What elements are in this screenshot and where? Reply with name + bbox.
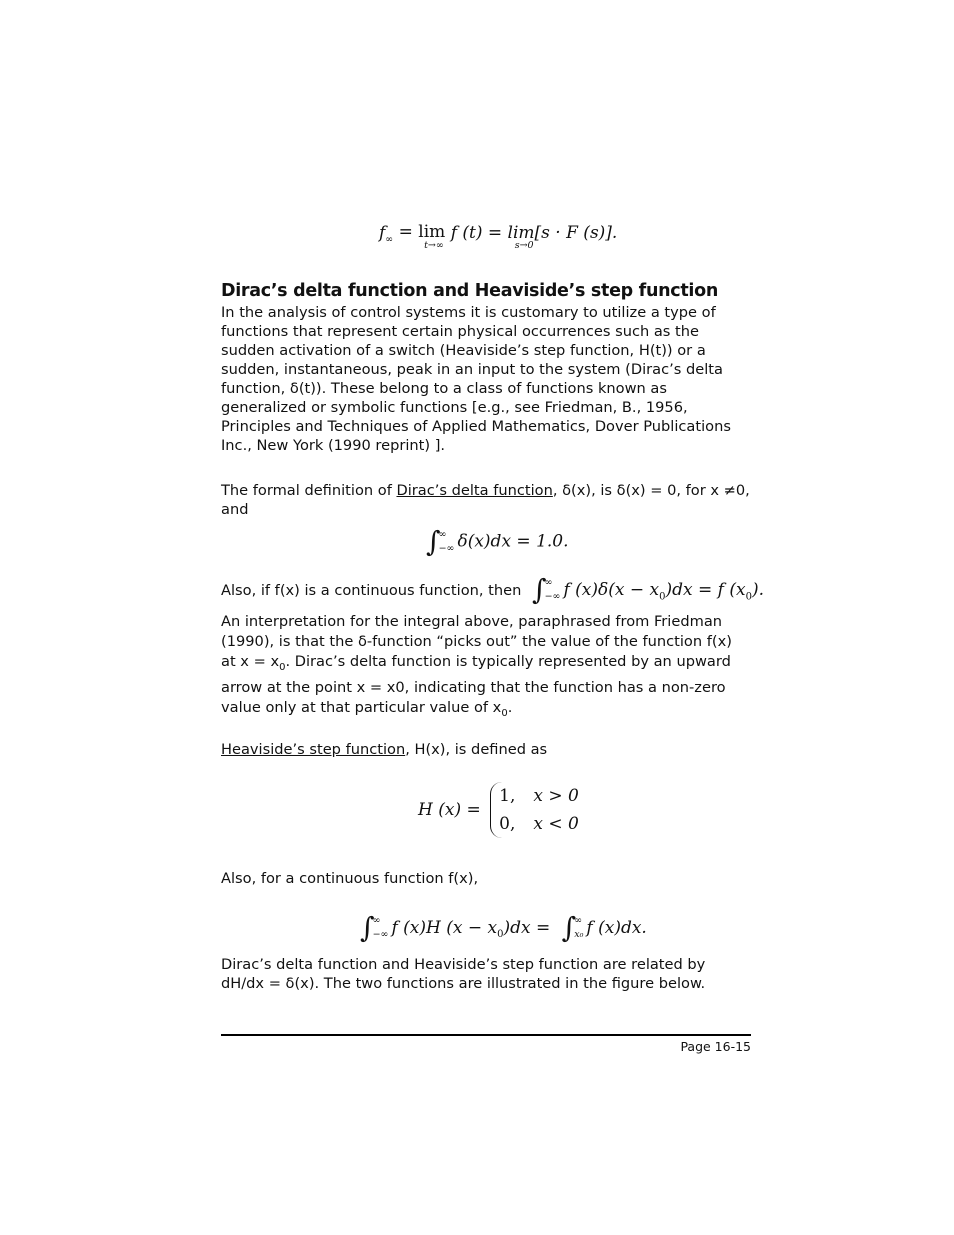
relation-paragraph: Dirac’s delta function and Heaviside’s step function are related by dH/dx = δ(x). The two functions are illustrated in the figure below. bbox=[221, 956, 706, 992]
case-1 bbox=[499, 782, 579, 810]
para4-a: An interpretation for the integral above, paraphrased from Friedman (1990), is that the δ-function “picks out” the value of the function f(x) at x = x bbox=[221, 613, 732, 670]
sifting-eq-a: f (x)δ(x − x bbox=[563, 579, 660, 600]
upper-bound-4: ∞ bbox=[574, 915, 583, 926]
case-2 bbox=[499, 810, 579, 838]
lim-1-text: = lim bbox=[398, 222, 446, 242]
upper-bound-2: ∞ bbox=[544, 577, 553, 588]
sifting-sub-1: 0 bbox=[659, 590, 666, 602]
case-1-condition: x > 0 bbox=[533, 786, 579, 806]
lower-bound-4: x₀ bbox=[574, 929, 584, 940]
heaviside-lhs: H (x) = bbox=[418, 800, 481, 820]
intro-paragraph: In the analysis of control systems it is customary to utilize a type of functions that represent certain physical occurrences such as the sudden activation of a switch (Heaviside’s step function, H(t)) or a sudden, instantaneous, peak in an input to the system (Dirac’s delta function, δ(t)). These belong to a class of functions known as generalized or symbolic functions [e.g., see Friedman, B., 1956, Principles and Techniques of Applied Mathematics, Dover Publications Inc., New York (1990 reprint) ]. bbox=[221, 304, 731, 454]
lower-bound: −∞ bbox=[438, 543, 455, 554]
integral-bounds bbox=[439, 528, 455, 556]
limit-1 bbox=[399, 223, 446, 250]
integral-sign-3: ∫ bbox=[360, 911, 375, 944]
delta-definition-paragraph bbox=[221, 481, 751, 519]
sifting-eq-b: )dx = f (x bbox=[665, 579, 746, 600]
eq-lhs: f bbox=[379, 223, 386, 243]
heaviside-int-body-c: f (x)dx. bbox=[586, 918, 647, 938]
heaviside-term: Heaviside’s step function bbox=[221, 741, 406, 758]
integral-bounds-2 bbox=[545, 576, 561, 604]
final-value-equation bbox=[379, 223, 617, 250]
para2-after: , δ(x), is δ(x) = 0, for x ≠0, and bbox=[221, 482, 750, 518]
integral-sign: ∫ bbox=[426, 525, 441, 558]
integral-sign-4: ∫ bbox=[561, 911, 577, 944]
heaviside-int-sub: 0 bbox=[497, 928, 504, 940]
sifting-equation bbox=[532, 573, 764, 606]
lower-bound-3: −∞ bbox=[372, 929, 389, 940]
heaviside-int-body-b: )dx = bbox=[503, 918, 551, 938]
section-heading: Dirac’s delta function and Heaviside’s step function bbox=[221, 281, 719, 301]
upper-bound-3: ∞ bbox=[372, 915, 381, 926]
case-1-value: 1, bbox=[499, 786, 516, 806]
para4-a-sub: 0 bbox=[279, 661, 286, 673]
delta-integral-body: δ(x)dx = 1.0. bbox=[457, 531, 569, 552]
interpretation-paragraph bbox=[221, 612, 751, 724]
heaviside-integral-equation bbox=[360, 911, 647, 944]
heaviside-int-body-a: f (x)H (x − x bbox=[391, 918, 498, 938]
para4-b: . Dirac’s delta function is typically represented by an upward arrow at the point x = x0, indicating that the function has a non-zero value only at that particular value of x bbox=[221, 653, 731, 716]
page-number: Page 16-15 bbox=[680, 1039, 751, 1054]
continuous-function-paragraph: Also, for a continuous function f(x), bbox=[221, 870, 479, 887]
heaviside-piecewise-equation bbox=[418, 782, 579, 838]
para3-text: Also, if f(x) is a continuous function, then bbox=[221, 582, 522, 599]
heaviside-definition-paragraph bbox=[221, 740, 751, 759]
lower-bound-2: −∞ bbox=[544, 591, 561, 602]
para4-c: . bbox=[507, 698, 513, 716]
footer-rule bbox=[221, 1034, 751, 1036]
eq-lhs-sub: ∞ bbox=[385, 234, 394, 245]
para2-before: The formal definition of bbox=[221, 482, 397, 499]
integral-bounds-3 bbox=[373, 914, 389, 942]
eq-mid: f (t) = lim[ bbox=[450, 223, 542, 243]
para5-after: , H(x), is defined as bbox=[405, 741, 548, 758]
lim-2-sub: s→0 bbox=[514, 240, 534, 251]
delta-integral-equation bbox=[426, 525, 569, 558]
eq-rhs: s · F (s)]. bbox=[541, 223, 618, 243]
sifting-eq-c: ). bbox=[751, 579, 764, 600]
piecewise-cases bbox=[490, 782, 579, 838]
case-2-value: 0, bbox=[499, 814, 516, 834]
limit-2 bbox=[507, 223, 541, 250]
case-2-condition: x < 0 bbox=[533, 814, 579, 834]
sifting-sub-2: 0 bbox=[745, 590, 752, 602]
integral-bounds-4 bbox=[574, 914, 583, 942]
para4-b-sub: 0 bbox=[501, 707, 508, 719]
lim-1-sub: t→∞ bbox=[424, 240, 444, 251]
integral-sign-2: ∫ bbox=[532, 573, 547, 606]
upper-bound: ∞ bbox=[438, 529, 447, 540]
sifting-paragraph bbox=[221, 573, 764, 606]
dirac-delta-term: Dirac’s delta function bbox=[396, 482, 553, 499]
